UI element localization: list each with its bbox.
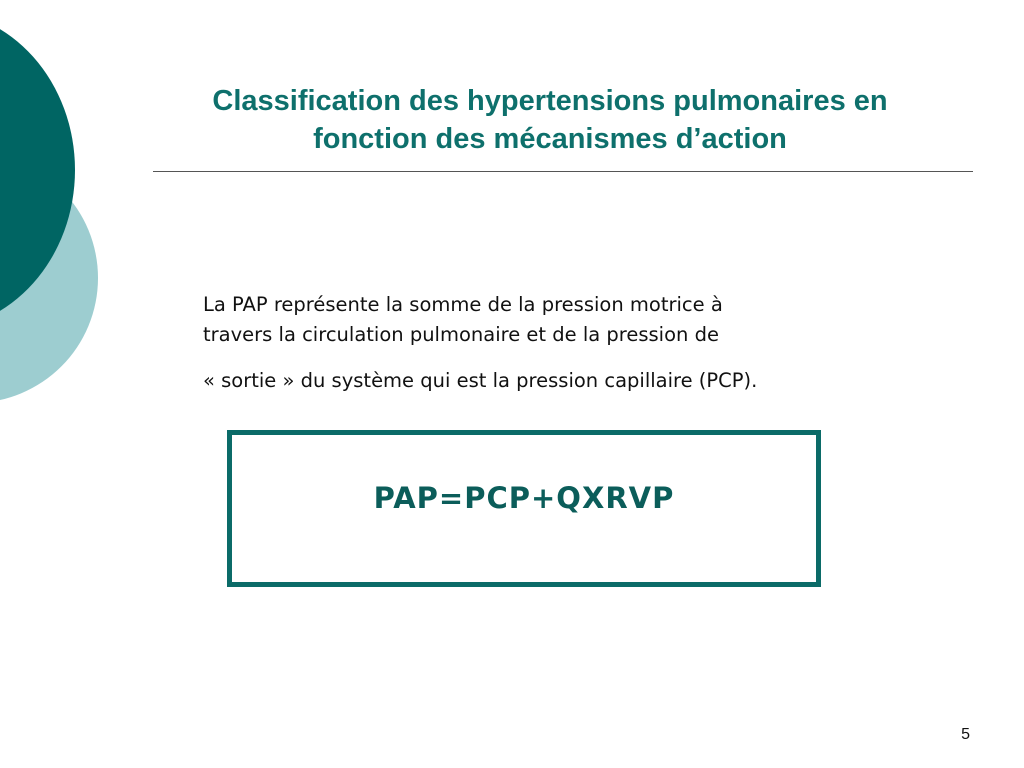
title-divider [153,171,973,172]
formula-box [227,430,821,587]
formula-text: PAP=PCP+QXRVP [373,481,675,515]
slide-title-line: Classification des hypertensions pulmonaires en [212,85,888,117]
body-line: La PAP représente la somme de la pression motrice à [203,293,723,316]
body-paragraph [203,290,983,396]
slide-title-line: fonction des mécanismes d’action [313,123,787,155]
body-line: travers la circulation pulmonaire et de la pression de [203,323,719,346]
slide-title [140,82,960,158]
body-line: « sortie » du système qui est la pression capillaire (PCP). [203,369,758,392]
page-number: 5 [961,726,970,743]
